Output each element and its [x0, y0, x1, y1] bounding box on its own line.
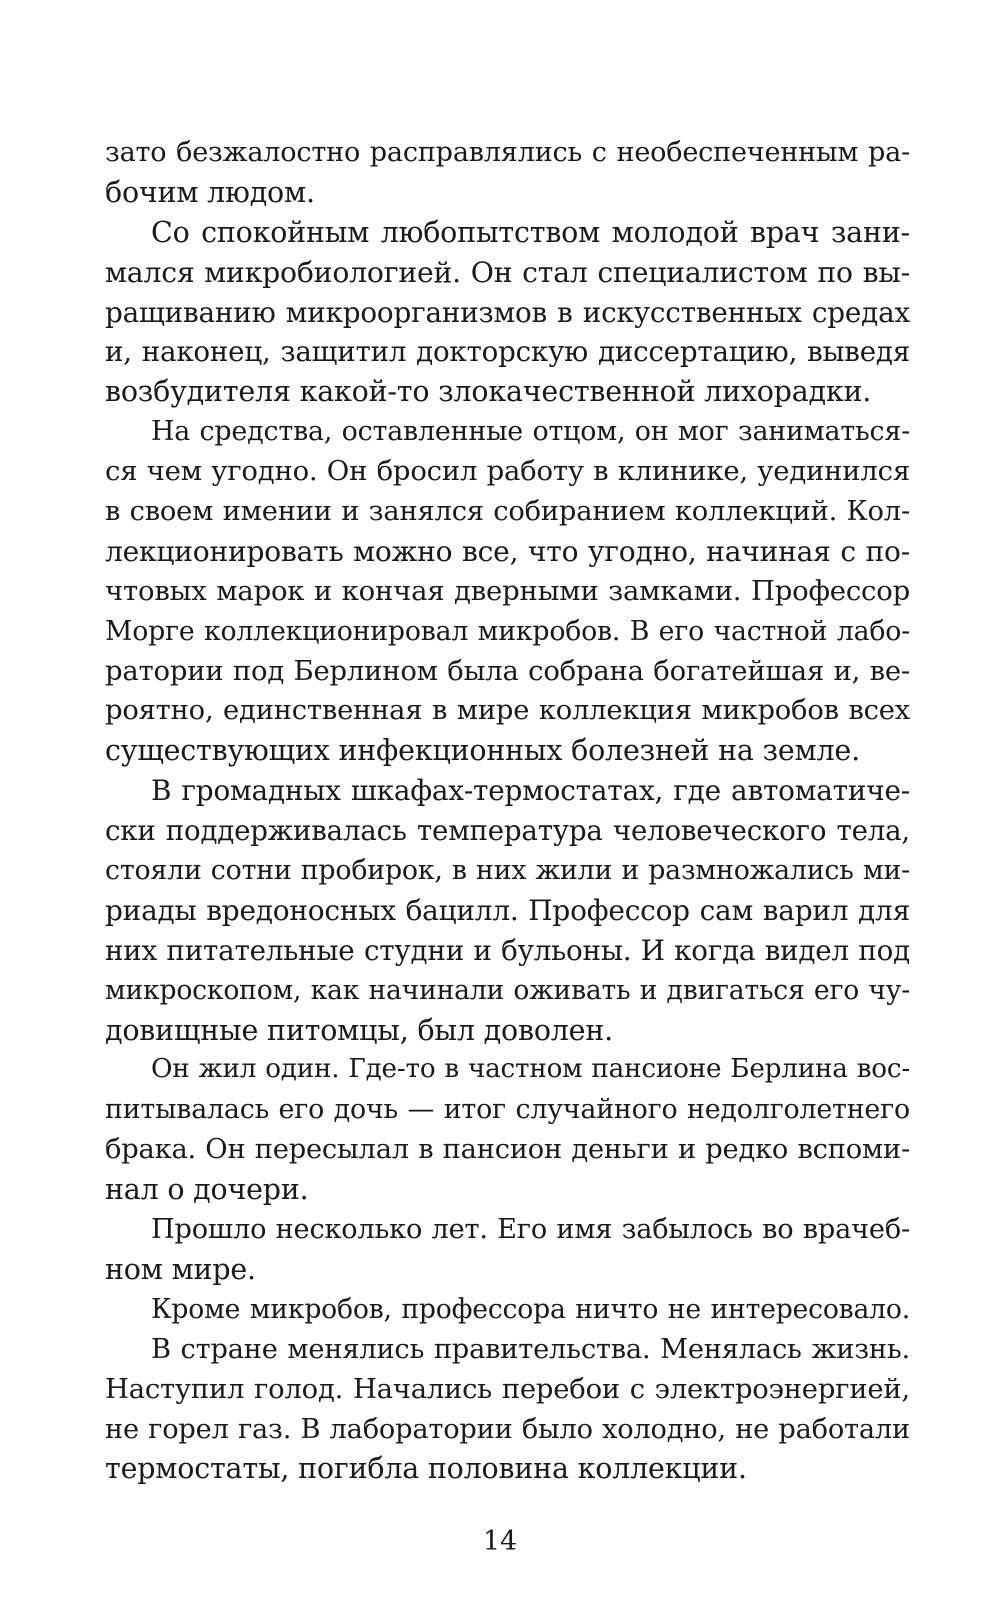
text-line: На средства, оставленные отцом, он мог заниматься- [151, 416, 910, 448]
text-line: микроскопом, как начинали оживать и двигаться его чу- [105, 974, 910, 1006]
text-line: ратории под Берлином была собрана богатейшая и, ве- [105, 655, 910, 687]
body-text [105, 133, 910, 1489]
text-line: довищные питомцы, был доволен. [105, 1013, 614, 1047]
text-line: существующих инфекционных болезней на земле. [105, 734, 860, 768]
text-line: Наступил голод. Начались перебои с электроэнергией, [105, 1373, 910, 1405]
text-line: Прошло несколько лет. Его имя забылось во врачеб- [151, 1214, 910, 1246]
text-line: брака. Он пересылал в пансион деньги и редко вспоми- [105, 1134, 910, 1166]
text-line: бочим людом. [105, 175, 315, 209]
text-line: нал о дочери. [105, 1173, 309, 1207]
text-line: роятно, единственная в мире коллекция микробов всех [105, 695, 910, 727]
text-line: и, наконец, защитил докторскую диссертацию, выведя [105, 335, 910, 369]
text-line: зато безжалостно расправлялись с необеспеченным ра- [105, 137, 910, 168]
text-line: риады вредоносных бацилл. Профессор сам варил для [105, 893, 910, 927]
text-line: стояли сотни пробирок, в них жили и размножались ми- [105, 855, 910, 887]
text-line: ном мире. [105, 1252, 256, 1286]
text-line: Он жил один. Где-то в частном пансионе Берлина вос- [151, 1054, 910, 1085]
text-line: В стране менялись правительства. Менялась жизнь. [151, 1333, 910, 1365]
text-line: термостаты, погибла половина коллекции. [105, 1452, 747, 1486]
text-line: лекционировать можно все, что угодно, начиная с по- [105, 534, 910, 568]
text-line: возбудителя какой-то злокачественной лихорадки. [105, 375, 872, 409]
page-number: 14 [482, 1526, 518, 1557]
text-line: чтовых марок и кончая дверными замками. Профессор [105, 574, 910, 607]
text-line: мался микробиологией. Он стал специалистом по вы- [105, 255, 910, 289]
text-line: питывалась его дочь — итог случайного недолголетнего [105, 1094, 910, 1126]
text-line: них питательные студни и бульоны. И когда видел под [105, 933, 910, 967]
text-line: ся чем угодно. Он бросил работу в клинике, уединился [105, 455, 910, 488]
text-line: ращиванию микроорганизмов в искусственных средах [105, 295, 910, 329]
text-line: В громадных шкафах-термостатах, где автоматиче- [151, 774, 910, 808]
text-line: Кроме микробов, профессора ничто не интересовало. [151, 1293, 910, 1325]
text-line: не горел газ. В лаборатории было холодно, не работали [105, 1413, 910, 1445]
text-line: ски поддерживалась температура человеческого тела, [105, 814, 910, 848]
text-line: Со спокойным любопытством молодой врач зани- [151, 215, 910, 249]
text-line: в своем имении и занялся собиранием коллекций. Кол- [105, 496, 910, 528]
text-line: Морге коллекционировал микробов. В его частной лабо- [105, 615, 910, 647]
